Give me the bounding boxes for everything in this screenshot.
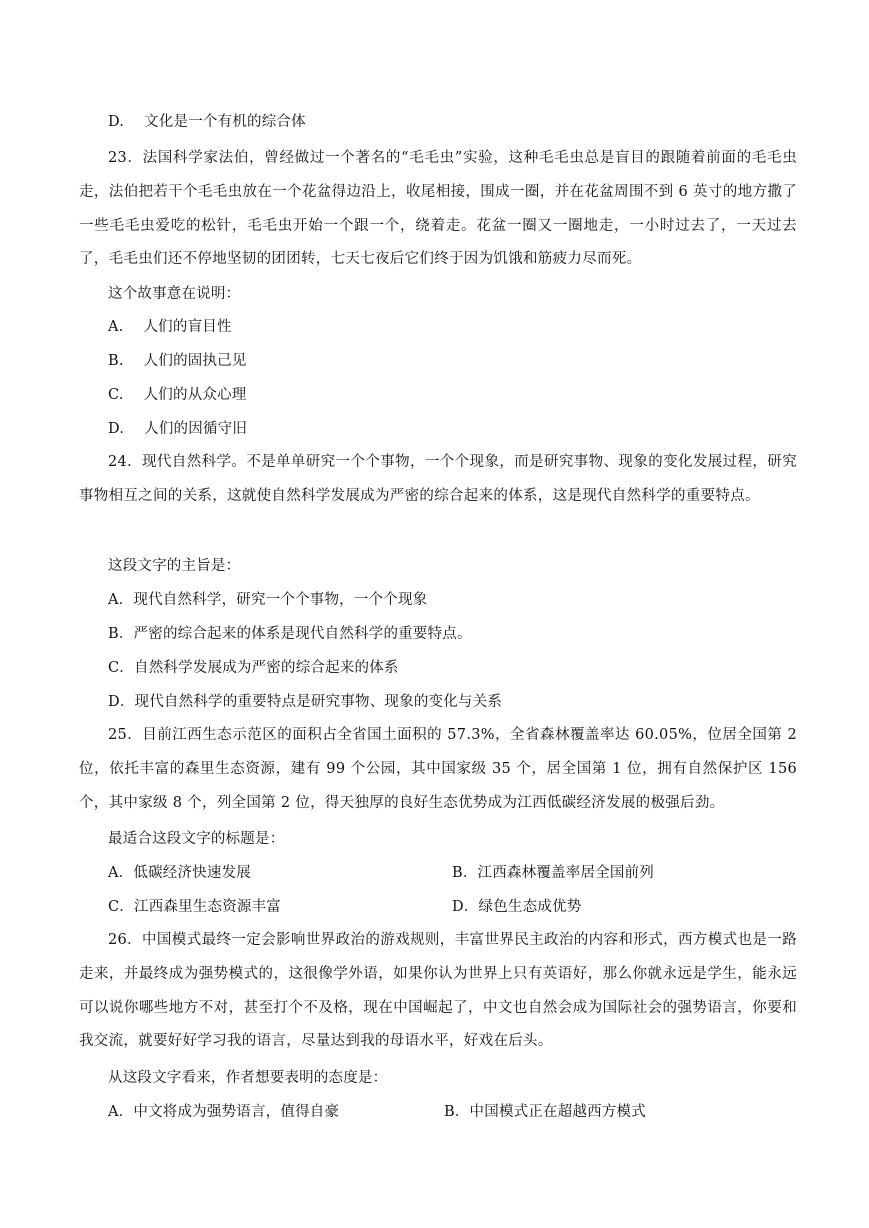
q22-option-d-text: 文化是一个有机的综合体 — [144, 114, 306, 130]
q23-question: 这个故事意在说明： — [108, 286, 241, 302]
q25-option-c[interactable]: C．江西森里生态资源丰富 — [108, 899, 281, 915]
q25-option-a[interactable]: A．低碳经济快速发展 — [108, 865, 251, 881]
q24-option-d[interactable]: D．现代自然科学的重要特点是研究事物、现象的变化与关系 — [108, 694, 503, 710]
q23-option-c-text: 人们的从众心理 — [143, 387, 247, 403]
q26-stem: 26．中国模式最终一定会影响世界政治的游戏规则，丰富世界民主政治的内容和形式，西方模式也是一路走来，并最终成为强势模式的，这很像学外语，如果你认为世界上只有英语好，那么你就永远是学生，能永远可以说你哪些地方不对，甚至打个不及格，现在中国崛起了，中文也自然会成为国际社会的强势语言，你要和我交流，就要好好学习我的语言，尽量达到我的母语水平，好戏在后头。 — [79, 932, 797, 1050]
q23-option-a-text: 人们的盲目性 — [143, 319, 232, 335]
q26-question: 从这段文字看来，作者想要表明的态度是： — [108, 1070, 388, 1086]
q23-option-b[interactable] — [108, 351, 247, 371]
q23-option-d-label: D. — [108, 421, 125, 437]
q23-stem: 23．法国科学家法伯，曾经做过一个著名的“毛毛虫”实验，这种毛毛虫总是盲目的跟随着前面的毛毛虫走，法伯把若干个毛毛虫放在一个花盆得边沿上，收尾相接，围成一圈，并在花盆周围不到 6 英寸的地方撒了一些毛毛虫爱吃的松针，毛毛虫开始一个跟一个，绕着走。花盆一圈又一圈地走，一小时过去了，一天过去了，毛毛虫们还不停地坚韧的团团转，七天七夜后它们终于因为饥饿和筋疲力尽而死。 — [79, 150, 797, 268]
q24-question: 这段文字的主旨是： — [108, 558, 241, 574]
q23-option-d[interactable] — [108, 419, 247, 439]
q25-question: 最适合这段文字的标题是： — [108, 831, 285, 847]
q24-option-c[interactable]: C．自然科学发展成为严密的综合起来的体系 — [108, 660, 399, 676]
q25-option-b[interactable]: B．江西森林覆盖率居全国前列 — [452, 865, 654, 881]
q25-option-d[interactable]: D．绿色生态成优势 — [452, 899, 582, 915]
q26-option-b[interactable]: B．中国模式正在超越西方模式 — [444, 1104, 646, 1120]
q26-option-a[interactable]: A．中文将成为强势语言，值得自豪 — [108, 1104, 340, 1120]
q23-option-a-label: A. — [108, 319, 124, 335]
q24-stem: 24．现代自然科学。不是单单研究一个个事物，一个个现象，而是研究事物、现象的变化发展过程，研究事物相互之间的关系，这就使自然科学发展成为严密的综合起来的体系，这是现代自然科学的重要特点。 — [79, 454, 797, 504]
q23-option-c[interactable] — [108, 385, 247, 405]
q22-option-d[interactable] — [108, 112, 306, 132]
q23-option-b-label: B. — [108, 353, 124, 369]
q24-option-a[interactable]: A．现代自然科学，研究一个个事物，一个个现象 — [108, 592, 428, 608]
q23-option-c-label: C. — [108, 387, 124, 403]
q23-option-d-text: 人们的因循守旧 — [144, 421, 248, 437]
q25-stem: 25．目前江西生态示范区的面积占全省国土面积的 57.3%，全省森林覆盖率达 60.05%，位居全国第 2 位，依托丰富的森里生态资源，建有 99 个公园，其中国家级 35 个，居全国第 1 位，拥有自然保护区 156 个，其中家级 8 个，列全国第 2 位，得天独厚的良好生态优势成为江西低碳经济发展的极强后劲。 — [79, 727, 797, 811]
q22-option-d-label: D. — [108, 114, 125, 130]
q23-option-a[interactable] — [108, 317, 232, 337]
q23-option-b-text: 人们的固执己见 — [143, 353, 247, 369]
q24-option-b[interactable]: B．严密的综合起来的体系是现代自然科学的重要特点。 — [108, 626, 472, 642]
